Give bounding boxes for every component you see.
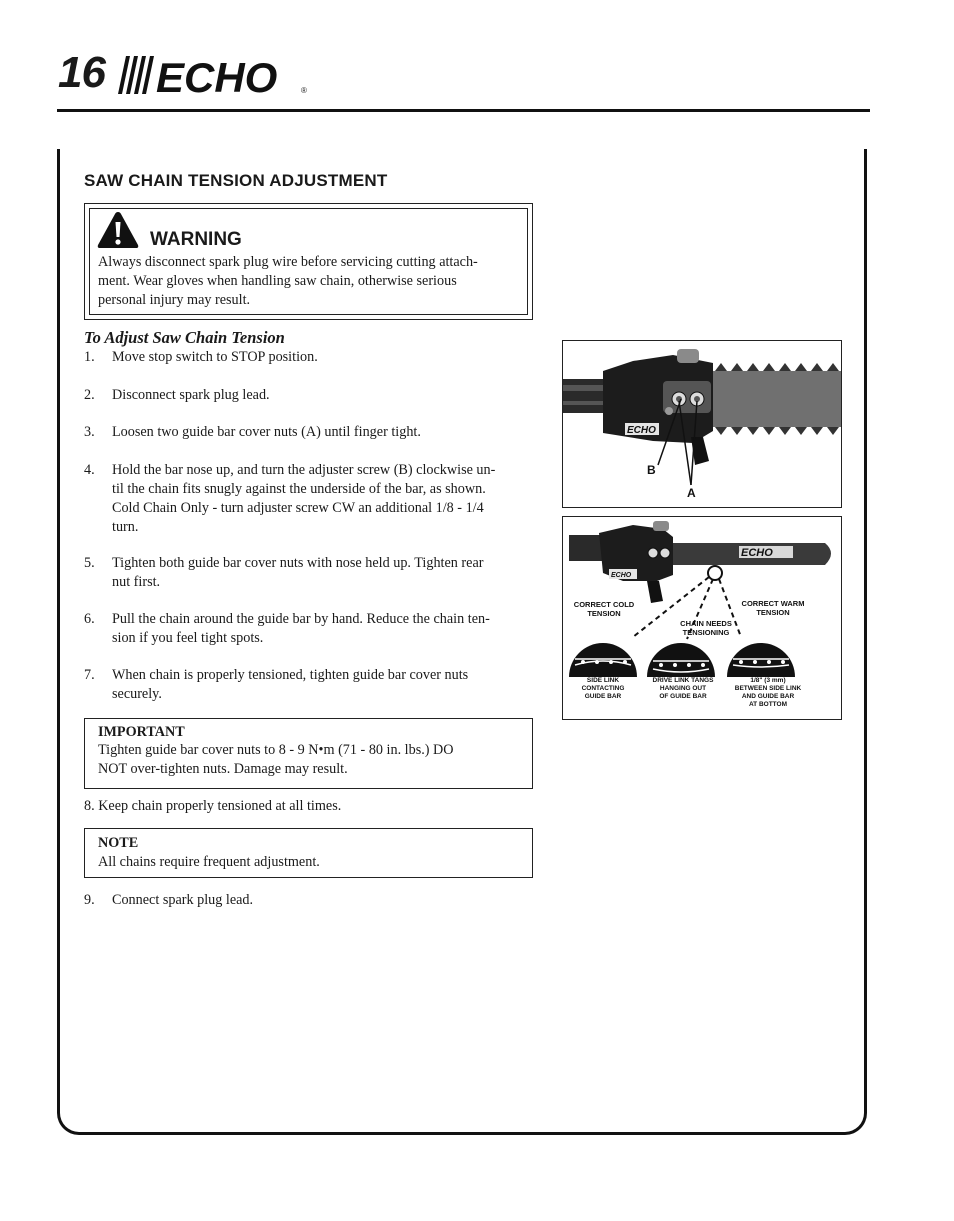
figure2-echo-bar-text: ECHO [741, 547, 773, 559]
caption-line: HANGING OUT [659, 685, 707, 692]
step-number: 4. [84, 462, 95, 478]
step-text: Hold the bar nose up, and turn the adjuster screw (B) clockwise un- [112, 462, 496, 478]
step-item [84, 348, 536, 367]
figure2-echo-small-text: ECHO [611, 572, 632, 579]
echo-logo [114, 52, 314, 98]
echo-logo-text: ECHO [156, 54, 278, 98]
caption-line: BETWEEN SIDE LINK [734, 685, 802, 692]
note-title: NOTE [98, 835, 139, 851]
step-item [84, 891, 536, 910]
label-line: TENSIONING [682, 628, 730, 637]
procedure-title: To Adjust Saw Chain Tension [84, 328, 285, 347]
step-item [84, 554, 536, 592]
caption-line: DRIVE LINK TANGS [652, 677, 714, 684]
note-text: All chains require frequent adjustment. [98, 854, 320, 870]
step-text: nut first. [112, 574, 161, 590]
step-item [84, 386, 536, 405]
step-number: 1. [84, 349, 95, 365]
step-text: securely. [112, 686, 162, 702]
step-item [84, 610, 536, 648]
warning-line: Always disconnect spark plug wire before servicing cutting attach- [98, 254, 478, 270]
important-title: IMPORTANT [98, 724, 185, 740]
label-correct-cold [565, 600, 643, 618]
label-line: CORRECT COLD [573, 600, 635, 609]
caption-line: 1/8" (3 mm) [750, 677, 786, 684]
step-number: 7. [84, 667, 95, 683]
caption-line: SIDE LINK [586, 677, 620, 684]
caption-side-link [565, 677, 641, 701]
step-number: 5. [84, 555, 95, 571]
caption-line: AND GUIDE BAR [741, 693, 795, 700]
step-text: Move stop switch to STOP position. [112, 349, 318, 365]
step-item [84, 797, 536, 816]
header-rule [57, 109, 870, 112]
warning-line: ment. Wear gloves when handling saw chain, otherwise serious [98, 273, 457, 289]
important-text [98, 741, 518, 779]
step-text: 8. Keep chain properly tensioned at all times. [84, 798, 342, 814]
label-line: CORRECT WARM [741, 599, 805, 608]
figure-chain-tension [562, 516, 842, 720]
caption-line: CONTACTING [581, 685, 625, 692]
warning-text [98, 253, 524, 310]
label-line: TENSION [756, 608, 790, 617]
important-box [84, 718, 533, 789]
guide-bar-cover-illustration [563, 341, 841, 507]
label-b: B [647, 463, 656, 477]
step-text: til the chain fits snugly against the underside of the bar, as shown. [112, 481, 486, 497]
figure1-echo-text: ECHO [627, 425, 656, 436]
step-text: Disconnect spark plug lead. [112, 387, 270, 403]
step-text: Tighten both guide bar cover nuts with nose held up. Tighten rear [112, 555, 484, 571]
step-number: 9. [84, 892, 95, 908]
step-text: Connect spark plug lead. [112, 892, 254, 908]
label-line: TENSION [587, 609, 621, 618]
important-line: Tighten guide bar cover nuts to 8 - 9 N•m (71 - 80 in. lbs.) DO [98, 742, 454, 758]
step-text: Cold Chain Only - turn adjuster screw CW an additional 1/8 - 1/4 [112, 500, 484, 516]
label-needs-tension [667, 619, 745, 637]
caption-line: GUIDE BAR [584, 693, 622, 700]
figure-guide-bar-cover [562, 340, 842, 508]
note-box [84, 828, 533, 878]
step-text: Pull the chain around the guide bar by hand. Reduce the chain ten- [112, 611, 490, 627]
label-line: CHAIN NEEDS [680, 619, 732, 628]
warning-triangle-icon [96, 210, 140, 250]
important-line: NOT over-tighten nuts. Damage may result. [98, 761, 348, 777]
registered-mark: ® [301, 86, 307, 95]
caption-gap [725, 677, 811, 709]
caption-line: OF GUIDE BAR [659, 693, 707, 700]
step-text: turn. [112, 519, 139, 535]
label-a: A [687, 486, 696, 500]
step-text: Loosen two guide bar cover nuts (A) until finger tight. [112, 424, 421, 440]
step-text: When chain is properly tensioned, tighten guide bar cover nuts [112, 667, 469, 683]
page-number: 16 [58, 48, 105, 97]
step-text: sion if you feel tight spots. [112, 630, 264, 646]
step-number: 6. [84, 611, 95, 627]
step-number: 2. [84, 387, 95, 403]
step-item [84, 461, 536, 537]
step-item [84, 423, 536, 442]
caption-line: AT BOTTOM [748, 701, 788, 708]
section-title: SAW CHAIN TENSION ADJUSTMENT [84, 171, 388, 190]
label-correct-warm [733, 599, 813, 617]
step-number: 3. [84, 424, 95, 440]
caption-drive-link [643, 677, 723, 701]
step-item [84, 666, 536, 704]
warning-line: personal injury may result. [98, 292, 251, 308]
warning-title: WARNING [150, 229, 242, 250]
